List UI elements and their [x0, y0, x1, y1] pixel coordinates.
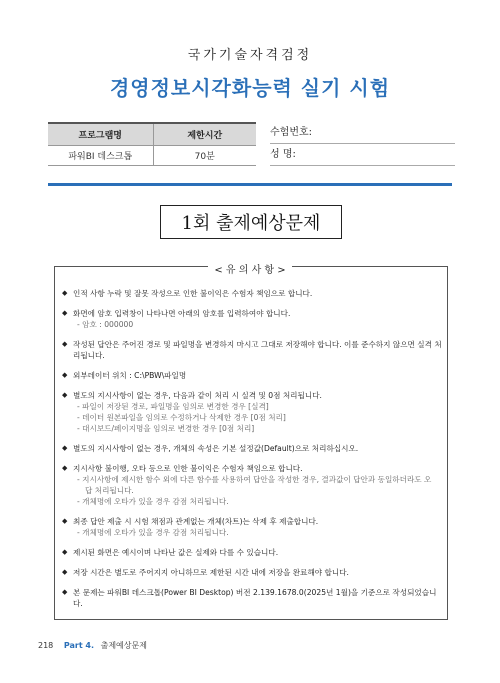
list-item	[62, 288, 442, 299]
notice-title-wrap	[0, 258, 500, 277]
notice-item-text: 제시된 화면은 예시이며 나타난 값은 실제와 다를 수 있습니다.	[73, 548, 279, 557]
diamond-bullet-icon: ◆	[62, 340, 68, 348]
notice-item-body	[73, 370, 442, 381]
diamond-bullet-icon: ◆	[62, 444, 68, 452]
notice-list	[62, 288, 442, 618]
notice-item-body	[73, 547, 442, 558]
diamond-bullet-icon: ◆	[62, 548, 68, 556]
section-label: 출제예상문제	[100, 641, 147, 650]
diamond-bullet-icon: ◆	[62, 309, 68, 317]
header-program-name: 프로그램명	[48, 123, 153, 145]
page-footer	[38, 640, 147, 651]
notice-item-text: 화면에 암호 입력창이 나타나면 아래의 암호를 입력하여야 합니다.	[73, 309, 291, 318]
notice-item-text: 지시사항 불이행, 오타 등으로 인한 불이익은 수험자 책임으로 합니다.	[73, 464, 303, 473]
program-info-table	[48, 122, 256, 166]
diamond-bullet-icon: ◆	[62, 391, 68, 399]
part-label: Part 4.	[63, 641, 95, 650]
notice-sub-item: - 데이터 원본파일을 임의로 수정하거나 삭제한 경우 [0점 처리]	[77, 413, 286, 422]
notice-sub-item: - 파일이 저장된 경로, 파일명을 임의로 변경한 경우 [실격]	[77, 402, 269, 411]
diamond-bullet-icon: ◆	[62, 371, 68, 379]
exam-title: 1회 출제예상문제	[181, 213, 321, 234]
header-divider	[48, 183, 452, 186]
diamond-bullet-icon: ◆	[62, 517, 68, 525]
notice-sub-item: - 암호 : 000000	[77, 320, 134, 329]
notice-item-text: 별도의 지시사항이 없는 경우, 개체의 속성은 기본 설정값(Default)으로 처리하십시오.	[73, 444, 359, 453]
notice-item-text: 저장 시간은 별도로 주어지지 아니하므로 제한된 시간 내에 저장을 완료해야 합니다.	[73, 568, 349, 577]
list-item	[62, 308, 442, 330]
exam-title-box	[160, 205, 342, 239]
notice-sub-item: - 개체명에 오타가 있을 경우 감점 처리됩니다.	[77, 497, 229, 506]
notice-item-body	[73, 308, 442, 330]
list-item	[62, 390, 442, 434]
notice-sub-item: - 개체명에 오타가 있을 경우 감점 처리됩니다.	[77, 528, 229, 537]
notice-item-text: 최종 답안 제출 시 시험 채점과 관계없는 개체(차트)는 삭제 후 제출합니다.	[73, 517, 319, 526]
list-item	[62, 463, 442, 507]
notice-item-text: 외부데이터 위치 : C:\PBW\파일명	[73, 371, 187, 380]
notice-item-text: 작성된 답안은 주어진 경로 및 파일명을 변경하지 마시고 그대로 저장해야 합니다. 이를 준수하지 않으면 실격 처리됩니다.	[73, 340, 442, 360]
diamond-bullet-icon: ◆	[62, 464, 68, 472]
notice-title: < 유 의 사 항 >	[208, 265, 291, 276]
list-item	[62, 547, 442, 558]
notice-item-body	[73, 587, 442, 609]
notice-sub-item: - 지시사항에 제시한 함수 외에 다른 함수를 사용하여 답안을 작성한 경우, 결과값이 답안과 동일하더라도 오	[77, 475, 432, 484]
notice-sub-item: - 대시보드/페이지명을 임의로 변경한 경우 [0점 처리]	[77, 424, 255, 433]
notice-item-text: 본 문제는 파워BI 데스크톱(Power BI Desktop) 버전 2.139.1678.0(2025년 1월)을 기준으로 작성되었습니다.	[73, 588, 437, 608]
page-title: 경영정보시각화능력 실기 시험	[109, 76, 391, 100]
notice-item-body	[73, 463, 442, 507]
list-item	[62, 370, 442, 381]
notice-item-body	[73, 443, 442, 454]
header-subtitle: 국가기술자격검정	[187, 48, 313, 63]
list-item	[62, 339, 442, 361]
notice-item-text: 인적 사항 누락 및 잘못 작성으로 인한 불이익은 수험자 책임으로 합니다.	[73, 289, 313, 298]
table-row	[48, 145, 256, 165]
notice-item-body	[73, 339, 442, 361]
notice-item-body	[73, 516, 442, 538]
examinee-number-label: 수험번호:	[270, 122, 455, 144]
diamond-bullet-icon: ◆	[62, 588, 68, 596]
page-number: 218	[38, 641, 54, 650]
notice-item-text: 별도의 지시사항이 없는 경우, 다음과 같이 처리 시 실격 및 0점 처리됩니다.	[73, 391, 322, 400]
notice-item-body	[73, 390, 442, 434]
examinee-name-label: 성 명:	[270, 144, 455, 166]
time-limit-cell: 70분	[153, 145, 256, 165]
notice-item-body	[73, 288, 442, 299]
header-time-limit: 제한시간	[153, 123, 256, 145]
list-item	[62, 516, 442, 538]
notice-item-body	[73, 567, 442, 578]
diamond-bullet-icon: ◆	[62, 568, 68, 576]
program-name-cell: 파워BI 데스크톱	[48, 145, 153, 165]
list-item	[62, 443, 442, 454]
list-item	[62, 587, 442, 609]
notice-sub-item: 답 처리됩니다.	[85, 486, 134, 495]
list-item	[62, 567, 442, 578]
table-header-row	[48, 123, 256, 145]
examinee-info	[270, 122, 455, 166]
diamond-bullet-icon: ◆	[62, 289, 68, 297]
